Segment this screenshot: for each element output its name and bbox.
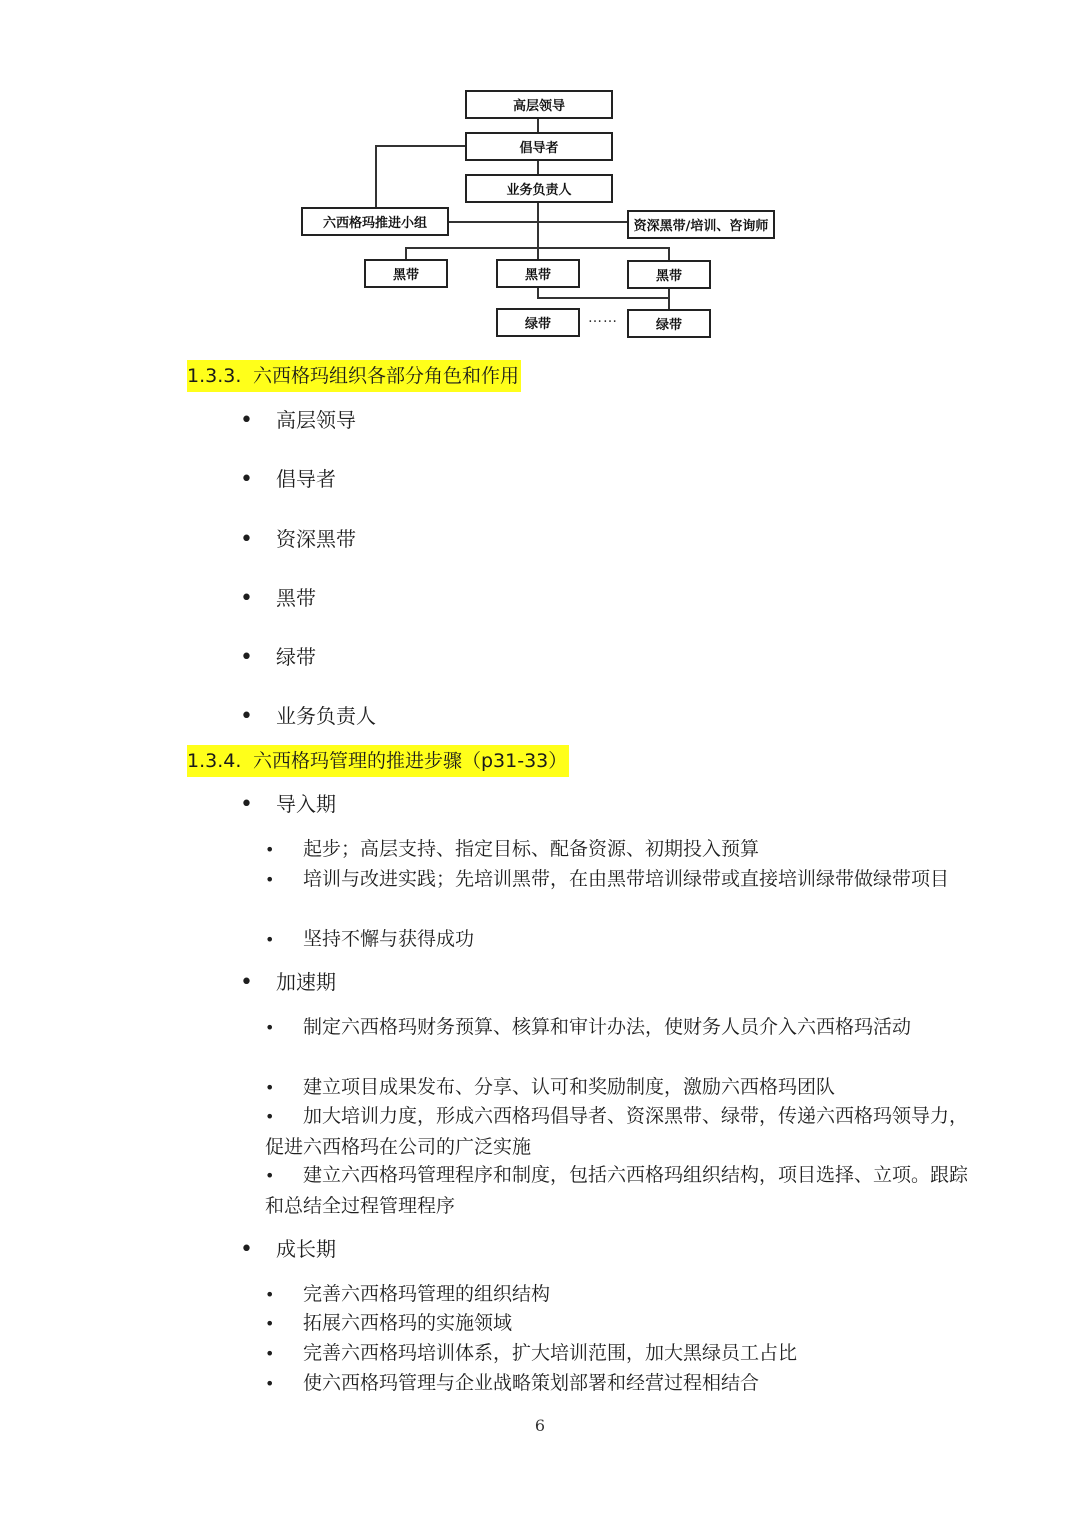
org-box-six-sigma-team: 六西格玛推进小组 — [301, 207, 449, 236]
connector-line — [668, 247, 670, 260]
org-ellipsis: …… — [588, 310, 618, 326]
org-box-black-belt: 黑带 — [627, 260, 711, 289]
list-item: • 完善六西格玛培训体系，扩大培训范围，加大黑绿员工占比 — [265, 1342, 798, 1364]
phase-heading: • 成长期 — [240, 1237, 336, 1262]
org-chart — [0, 0, 1080, 350]
phase-heading: • 加速期 — [240, 970, 336, 995]
list-item: • 使六西格玛管理与企业战略策划部署和经营过程相结合 — [265, 1372, 760, 1394]
connector-line — [375, 145, 466, 147]
connector-line — [537, 297, 670, 299]
org-box-green-belt: 绿带 — [627, 309, 711, 338]
org-box-champion: 倡导者 — [465, 132, 613, 161]
org-box-black-belt: 黑带 — [496, 259, 580, 288]
connector-line — [448, 221, 628, 223]
connector-line — [537, 118, 539, 133]
section-heading-1-3-4 — [187, 745, 569, 777]
list-item: • 资深黑带 — [240, 527, 356, 552]
connector-line — [375, 145, 377, 208]
section-title: 六西格玛组织各部分角色和作用 — [253, 365, 520, 387]
list-item: • 制定六西格玛财务预算、核算和审计办法，使财务人员介入六西格玛活动 — [265, 1016, 912, 1038]
page-number: 6 — [534, 1416, 546, 1435]
org-box-business-owner: 业务负责人 — [465, 174, 613, 203]
connector-line — [537, 160, 539, 175]
list-item: • 完善六西格玛管理的组织结构 — [265, 1283, 551, 1305]
list-item: • 高层领导 — [240, 408, 356, 433]
list-item: • 培训与改进实践；先培训黑带，在由黑带培训绿带或直接培训绿带做绿带项目 — [265, 868, 950, 890]
list-item: • 黑带 — [240, 586, 316, 611]
list-item: • 拓展六西格玛的实施领域 — [265, 1312, 513, 1334]
list-item: • 坚持不懈与获得成功 — [265, 928, 475, 950]
section-number: 1.3.4. — [187, 750, 242, 772]
list-item: • 业务负责人 — [240, 704, 376, 729]
list-item: • 加大培训力度，形成六西格玛倡导者、资深黑带、绿带，传递六西格玛领导力，促进六西格玛在公司的广泛实施 — [265, 1105, 969, 1158]
org-box-black-belt: 黑带 — [364, 259, 448, 288]
section-title: 六西格玛管理的推进步骤（p31-33） — [253, 750, 568, 772]
section-number: 1.3.3. — [187, 365, 242, 387]
section-heading-1-3-3 — [187, 360, 521, 392]
list-item: • 建立六西格玛管理程序和制度，包括六西格玛组织结构，项目选择、立项。跟踪和总结全过程管理程序 — [265, 1164, 969, 1217]
connector-line — [668, 297, 670, 309]
org-box-mbb-consultant: 资深黑带/培训、咨询师 — [627, 210, 775, 239]
phase-heading: • 导入期 — [240, 792, 336, 817]
list-item: • 绿带 — [240, 645, 316, 670]
org-box-green-belt: 绿带 — [496, 308, 580, 337]
list-item: • 起步；高层支持、指定目标、配备资源、初期投入预算 — [265, 838, 760, 860]
list-item: • 建立项目成果发布、分享、认可和奖励制度，激励六西格玛团队 — [265, 1076, 836, 1098]
list-item: • 倡导者 — [240, 467, 336, 492]
org-box-top-leader: 高层领导 — [465, 90, 613, 119]
